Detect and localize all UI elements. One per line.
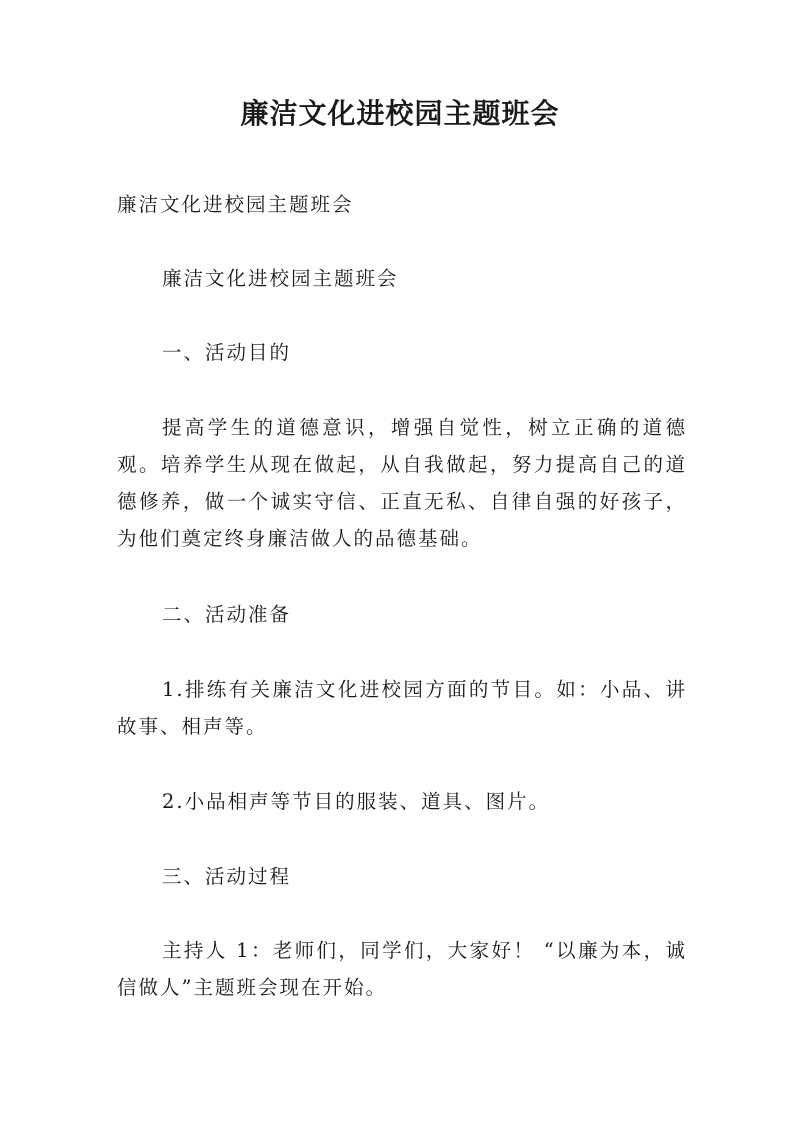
paragraph-preparation-item-2: 2.小品相声等节目的服装、道具、图片。 (162, 790, 551, 813)
paragraph-host-opening: 主持人 1：老师们，同学们，大家好！ “以廉为本，诚信做人”主题班会现在开始。 (117, 939, 687, 999)
paragraph-subtitle: 廉洁文化进校园主题班会 (117, 193, 354, 216)
section-heading-purpose: 一、活动目的 (162, 341, 292, 364)
paragraph-preparation-item-1: 1.排练有关廉洁文化进校园方面的节目。如：小品、讲故事、相声等。 (117, 678, 687, 738)
paragraph-heading-repeat: 廉洁文化进校园主题班会 (162, 267, 399, 290)
section-heading-preparation: 二、活动准备 (162, 603, 292, 626)
section-heading-process: 三、活动过程 (162, 865, 292, 888)
paragraph-purpose-body: 提高学生的道德意识，增强自觉性，树立正确的道德观。培养学生从现在做起，从自我做起，努力提高自己的道德修养，做一个诚实守信、正直无私、自律自强的好孩子，为他们奠定终身廉洁做人的品德基础。 (117, 416, 687, 550)
document-title: 廉洁文化进校园主题班会 (240, 97, 560, 130)
